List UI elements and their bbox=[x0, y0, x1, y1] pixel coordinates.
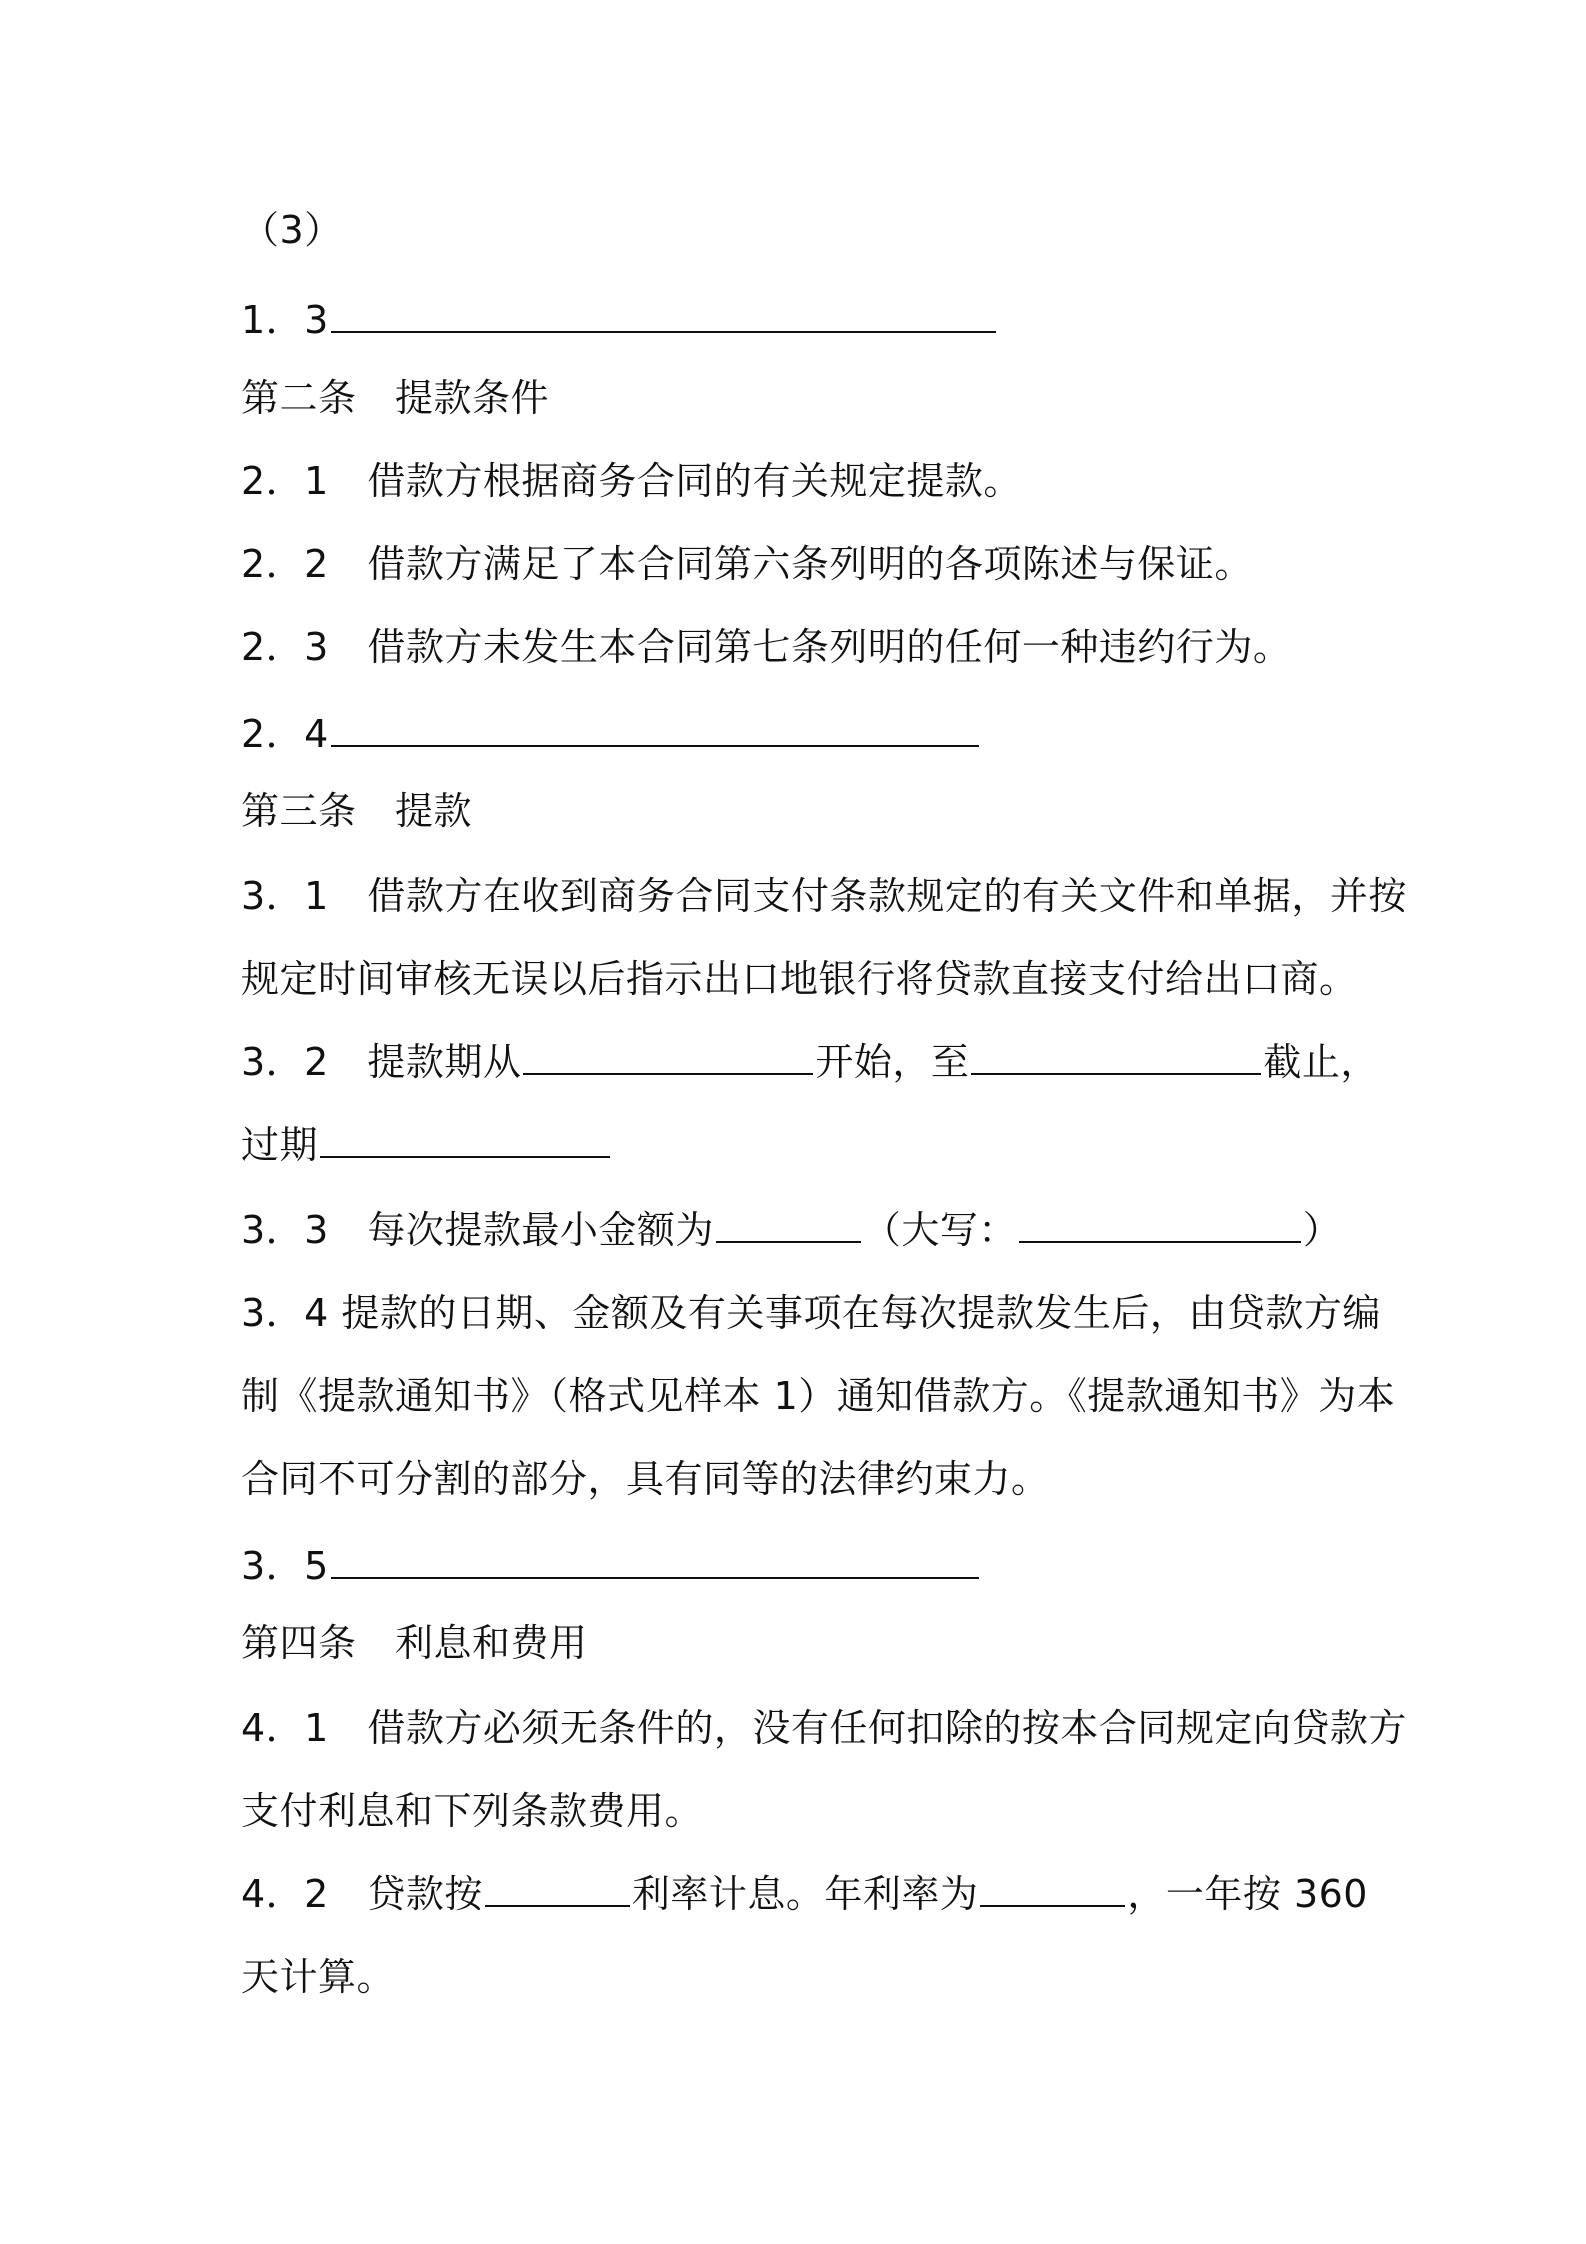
clause-text: 3．2 提款期从 bbox=[241, 1040, 522, 1084]
clause-text: 过期 bbox=[241, 1123, 319, 1167]
clause-3-2-line-2 bbox=[241, 1115, 1361, 1175]
article-3-heading bbox=[241, 781, 1361, 841]
clause-number: 1．3 bbox=[241, 298, 329, 342]
fill-in-blank[interactable] bbox=[331, 303, 996, 333]
clause-text: 2．1 借款方根据商务合同的有关规定提款。 bbox=[241, 459, 1022, 503]
clause-number: 3．5 bbox=[241, 1544, 329, 1588]
clause-text: 合同不可分割的部分，具有同等的法律约束力。 bbox=[241, 1457, 1050, 1501]
expiry-blank[interactable] bbox=[320, 1128, 610, 1158]
clause-4-1-line-2 bbox=[241, 1781, 1361, 1841]
clause-text: 4．2 贷款按 bbox=[241, 1872, 483, 1916]
fill-in-blank[interactable] bbox=[331, 717, 979, 747]
clause-3-2-line-1 bbox=[241, 1032, 1379, 1092]
clause-text: ，一年按 360 bbox=[1127, 1872, 1368, 1916]
clause-2-3 bbox=[241, 617, 1361, 677]
clause-4-2-line-2 bbox=[241, 1947, 1361, 2007]
minimum-amount-blank[interactable] bbox=[716, 1213, 861, 1243]
annual-rate-blank[interactable] bbox=[980, 1877, 1125, 1907]
clause-4-2-line-1 bbox=[241, 1864, 1368, 1924]
article-2-heading bbox=[241, 368, 1361, 428]
clause-3-5 bbox=[241, 1536, 1361, 1596]
clause-2-4 bbox=[241, 704, 1361, 764]
amount-in-words-blank[interactable] bbox=[1019, 1213, 1301, 1243]
clause-text: 天计算。 bbox=[241, 1955, 396, 1999]
clause-text: 2．2 借款方满足了本合同第六条列明的各项陈述与保证。 bbox=[241, 542, 1253, 586]
clause-text: 3．4 提款的日期、金额及有关事项在每次提款发生后，由贷款方编 bbox=[241, 1291, 1381, 1335]
rate-type-blank[interactable] bbox=[485, 1877, 630, 1907]
clause-text: 截止， bbox=[1263, 1040, 1379, 1084]
clause-1-3 bbox=[241, 290, 1361, 350]
clause-2-1 bbox=[241, 451, 1361, 511]
clause-number: 2．4 bbox=[241, 712, 329, 756]
article-4-heading bbox=[241, 1613, 1361, 1673]
start-date-blank[interactable] bbox=[523, 1045, 813, 1075]
clause-text: ） bbox=[1302, 1208, 1342, 1252]
fill-in-blank[interactable] bbox=[331, 1549, 979, 1579]
clause-text: （3） bbox=[241, 208, 343, 252]
clause-2-2 bbox=[241, 534, 1361, 594]
clause-4-1-line-1 bbox=[241, 1698, 1407, 1758]
clause-text: 3．1 借款方在收到商务合同支付条款规定的有关文件和单据，并按 bbox=[241, 874, 1407, 918]
clause-3-1-line-2 bbox=[241, 949, 1361, 1009]
clause-3-4-line-1 bbox=[241, 1283, 1381, 1343]
clause-3-4-line-3 bbox=[241, 1449, 1361, 1509]
end-date-blank[interactable] bbox=[971, 1045, 1261, 1075]
article-heading: 第三条 提款 bbox=[241, 789, 473, 833]
clause-item-3 bbox=[241, 200, 1361, 260]
article-heading: 第二条 提款条件 bbox=[241, 376, 550, 420]
clause-3-4-line-2 bbox=[241, 1366, 1396, 1426]
clause-3-1-line-1 bbox=[241, 866, 1407, 926]
clause-text: 制《提款通知书》（格式见样本 1）通知借款方。《提款通知书》为本 bbox=[241, 1374, 1396, 1418]
article-heading: 第四条 利息和费用 bbox=[241, 1621, 588, 1665]
clause-text: 3．3 每次提款最小金额为 bbox=[241, 1208, 714, 1252]
clause-text: 开始，至 bbox=[815, 1040, 970, 1084]
clause-text: 支付利息和下列条款费用。 bbox=[241, 1789, 704, 1833]
clause-3-3 bbox=[241, 1200, 1361, 1260]
clause-text: 2．3 借款方未发生本合同第七条列明的任何一种违约行为。 bbox=[241, 625, 1292, 669]
clause-text: 规定时间审核无误以后指示出口地银行将贷款直接支付给出口商。 bbox=[241, 957, 1358, 1001]
clause-text: （大写： bbox=[862, 1208, 1017, 1252]
clause-text: 利率计息。年利率为 bbox=[631, 1872, 979, 1916]
clause-text: 4．1 借款方必须无条件的，没有任何扣除的按本合同规定向贷款方 bbox=[241, 1706, 1407, 1750]
